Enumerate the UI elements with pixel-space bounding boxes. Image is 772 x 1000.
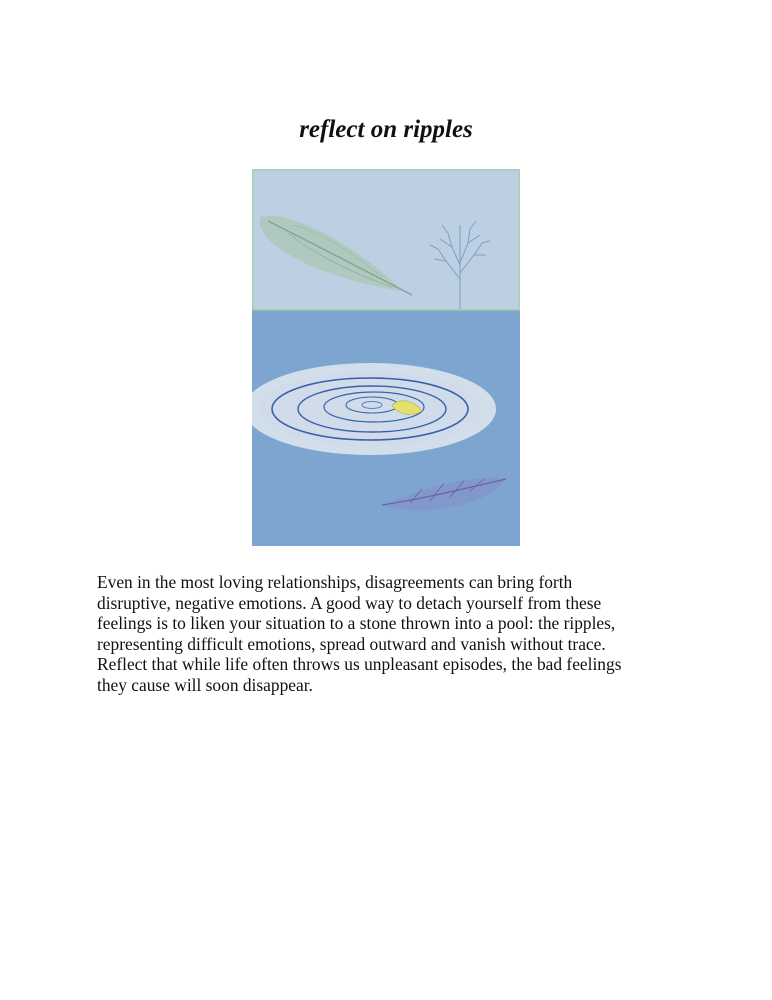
body-paragraph <box>97 572 697 695</box>
body-line: Even in the most loving relationships, disagreements can bring forth <box>97 572 573 592</box>
ripple-illustration <box>252 169 520 546</box>
ripple-drawing <box>252 363 496 455</box>
body-line: they cause will soon disappear. <box>97 674 313 695</box>
page-title: reflect on ripples <box>299 116 473 143</box>
body-line: Reflect that while life often throws us unpleasant episodes, the bad feelings <box>97 654 622 674</box>
body-line: representing difficult emotions, spread outward and vanish without trace. <box>97 633 606 654</box>
body-line: disruptive, negative emotions. A good way to detach yourself from these <box>97 592 602 613</box>
body-line: feelings is to liken your situation to a stone thrown into a pool: the ripples, <box>97 613 616 633</box>
